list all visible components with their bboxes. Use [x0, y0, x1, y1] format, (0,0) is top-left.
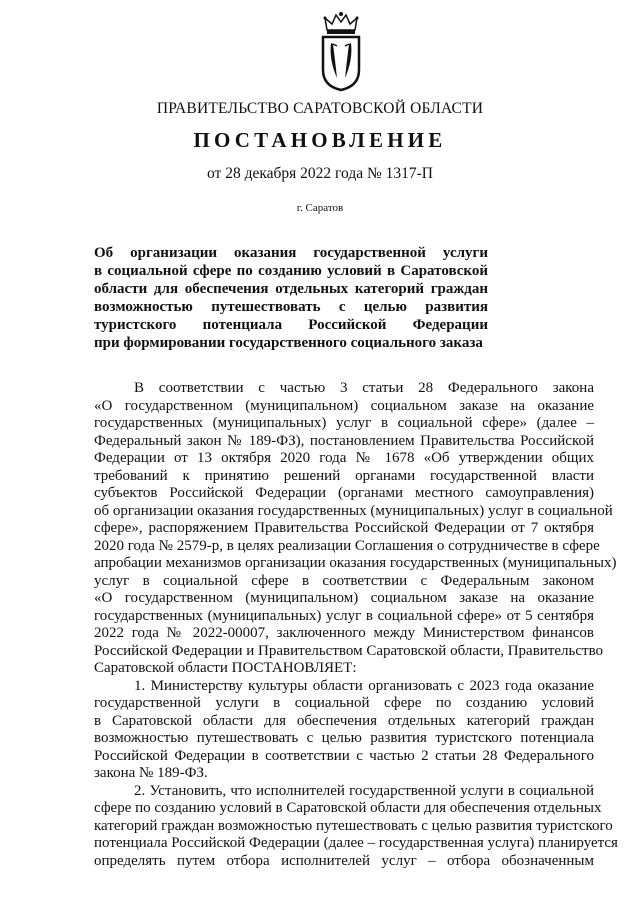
heading-line: при формировании государственного социального заказа — [94, 335, 483, 351]
heading-line: возможностью путешествовать с целью развития — [94, 299, 488, 315]
heading-line: туристского потенциала Российской Федерации — [94, 317, 488, 333]
body-line: Федерации от 13 октября 2020 года № 1678 «Об утверждении общих — [94, 450, 594, 466]
body-line: 2022 года № 2022-00007, заключенного между Министерством финансов — [94, 625, 594, 641]
body-line: Российской Федерации и Правительством Саратовской области, Правительство — [94, 642, 604, 659]
body-line: требований к принятию решений органами государственной власти — [94, 467, 594, 484]
body-line: Саратовской области ПОСТАНОВЛЯЕТ: — [94, 660, 357, 676]
body-line: государственных (муниципальных) услуг в социальной сфере» от 5 сентября — [94, 607, 594, 624]
decree-date-number: от 28 декабря 2022 года № 1317-П — [207, 165, 433, 182]
body-line: потенциала Российской Федерации (далее – государственная услуга) планируется — [94, 835, 618, 851]
body-line: государственной услуги в социальной сфере по созданию условий — [94, 695, 594, 711]
government-name: ПРАВИТЕЛЬСТВО САРАТОВСКОЙ ОБЛАСТИ — [156, 100, 484, 117]
heading-line: в социальной сфере по созданию условий в Саратовской — [94, 263, 488, 279]
body-line: государственных (муниципальных) услуг в социальной сфере» (далее – — [94, 415, 594, 431]
body-line: Российской Федерации в соответствии с частью 2 статьи 28 Федерального — [94, 747, 594, 764]
body-line: 2. Установить, что исполнителей государственной услуги в социальной — [134, 782, 594, 799]
body-line: возможностью путешествовать с целью развития туристского потенциала — [94, 730, 594, 746]
body-line: услуг в социальной сфере в соответствии с Федеральным законом — [94, 572, 594, 589]
heading-line: Об организации оказания государственной услуги — [94, 245, 488, 261]
coat-of-arms-emblem — [317, 10, 365, 92]
body-line: сфере по созданию условий в Саратовской области для обеспечения отдельных — [94, 800, 602, 816]
body-line: сфере», распоряжением Правительства Российской Федерации от 7 октября — [94, 520, 594, 536]
decree-body — [94, 380, 618, 870]
body-line: 1. Министерству культуры области организовать с 2023 года оказание — [134, 677, 594, 694]
body-line: в Саратовской области для обеспечения отдельных категорий граждан — [94, 712, 594, 729]
body-line: определять путем отбора исполнителей услуг – отбора обозначенным — [94, 852, 594, 869]
body-line: «О государственном (муниципальном) социальном заказе на оказание — [94, 590, 594, 606]
body-line: категорий граждан возможностью путешествовать с целью развития туристского — [94, 817, 613, 834]
body-line: 2020 года № 2579-р, в целях реализации Соглашения о сотрудничестве в сфере — [94, 537, 600, 554]
body-line: субъектов Российской Федерации (органами местного самоуправления) — [94, 485, 594, 501]
body-line: об организации оказания государственных (муниципальных) услуг в социальной — [94, 502, 613, 519]
body-line: Федеральный закон № 189-ФЗ), постановлением Правительства Российской — [94, 432, 594, 449]
document-type: ПОСТАНОВЛЕНИЕ — [193, 128, 447, 152]
city-name: г. Саратов — [296, 202, 344, 214]
body-line: В соответствии с частью 3 статьи 28 Федерального закона — [134, 380, 594, 396]
body-line: апробации механизмов организации оказания государственных (муниципальных) — [94, 555, 617, 571]
body-line: закона № 189-ФЗ. — [94, 765, 208, 781]
decree-heading — [94, 244, 488, 352]
body-line: «О государственном (муниципальном) социальном заказе на оказание — [94, 397, 594, 414]
heading-line: области для обеспечения отдельных категорий граждан — [94, 281, 488, 297]
